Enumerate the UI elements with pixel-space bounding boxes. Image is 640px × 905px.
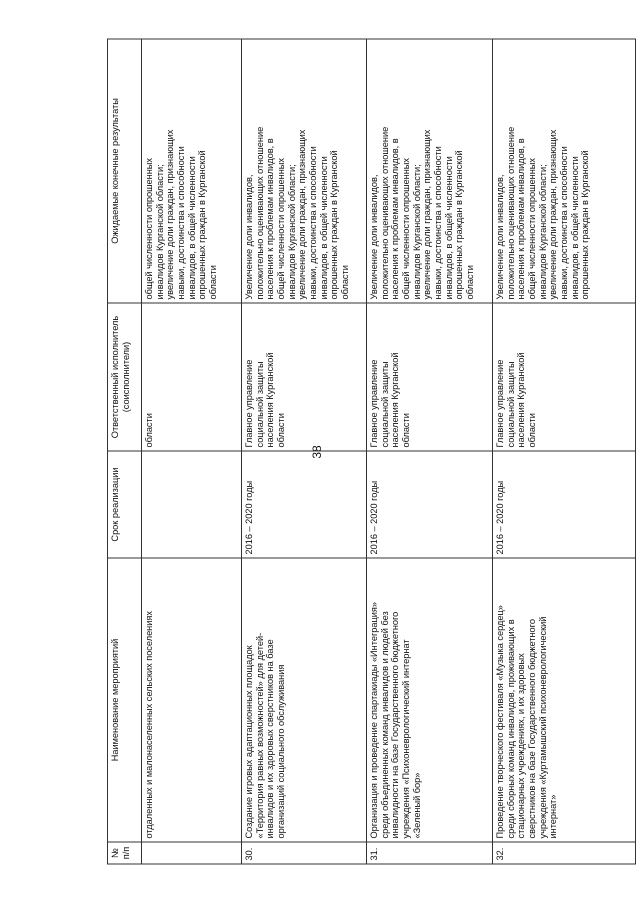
- cell-event: [142, 558, 242, 842]
- table-row: [367, 39, 493, 864]
- events-table: [107, 39, 636, 865]
- table-header-row: [108, 39, 142, 864]
- event-line: «Территория равных возможностей» для детей-: [254, 632, 265, 839]
- results-line: навыки, достоинства и способности: [433, 146, 444, 300]
- event-line: сверстников на базе Государственного бюджетного: [527, 619, 538, 839]
- table-row: [493, 39, 636, 864]
- results-line: положительно оценивающих отношение: [254, 126, 265, 300]
- cell-executor: [367, 303, 493, 451]
- results-line: инвалидов Курганской области;: [154, 164, 165, 300]
- event-line: Организация и проведение спартакиады «Интеграция»: [369, 602, 379, 839]
- results-line: опрошенных граждан в Курганской: [454, 150, 465, 300]
- header-num: № п/п: [108, 842, 142, 864]
- results-line: населения к проблемам инвалидов, в: [516, 138, 527, 300]
- results-line: Увеличение доли инвалидов,: [369, 174, 379, 300]
- cell-results: [493, 39, 636, 303]
- page-number: 38: [310, 445, 324, 459]
- row-number: [142, 842, 242, 864]
- cell-period: 2016 – 2020 годы: [367, 451, 493, 558]
- executor-line: области: [144, 413, 154, 448]
- results-line: населения к проблемам инвалидов, в: [265, 138, 276, 300]
- results-line: увеличение доли граждан, признающих: [422, 129, 433, 300]
- executor-line: населения Курганской: [390, 352, 401, 448]
- event-line: стационарных учреждениях, и их здоровых: [516, 653, 527, 839]
- results-line: инвалидов Курганской области;: [537, 164, 548, 300]
- executor-line: социальной защиты: [379, 361, 390, 448]
- results-line: населения к проблемам инвалидов, в: [390, 138, 401, 300]
- cell-period: [142, 451, 242, 558]
- header-results: Ожидаемые конечные результаты: [108, 39, 142, 303]
- results-line: увеличение доли граждан, признающих: [297, 129, 308, 300]
- cell-executor: [242, 303, 367, 451]
- header-event: Наименование мероприятий: [108, 558, 142, 842]
- results-line: области: [340, 265, 351, 300]
- header-executor: [108, 303, 142, 451]
- table-row: [242, 39, 367, 864]
- executor-line: области: [401, 413, 412, 448]
- executor-line: Главное управление: [495, 359, 505, 448]
- event-line: учреждения «Куртамышский психоневрологический: [537, 616, 548, 839]
- results-line: инвалидов, в общей численности: [186, 156, 197, 300]
- results-line: общей численности опрошенных: [527, 158, 538, 300]
- results-line: опрошенных граждан в Курганской: [197, 150, 208, 300]
- results-line: инвалидов, в общей численности: [318, 156, 329, 300]
- cell-results: [142, 39, 242, 303]
- results-line: области: [208, 265, 219, 300]
- results-line: положительно оценивающих отношение: [505, 126, 516, 300]
- results-line: общей численности опрошенных: [144, 158, 154, 300]
- executor-line: социальной защиты: [505, 361, 516, 448]
- results-line: увеличение доли граждан, признающих: [548, 129, 559, 300]
- executor-line: населения Курганской: [516, 352, 527, 448]
- executor-line: населения Курганской: [265, 352, 276, 448]
- event-line: организаций социального обслуживания: [276, 664, 287, 839]
- executor-line: Главное управление: [369, 359, 379, 448]
- results-line: общей численности опрошенных: [401, 158, 412, 300]
- event-line: среди объединенных команд инвалидов и людей без: [379, 611, 390, 839]
- row-number: 31.: [367, 842, 493, 864]
- results-line: Увеличение доли инвалидов,: [495, 174, 505, 300]
- executor-line: Главное управление: [244, 359, 254, 448]
- results-line: навыки, достоинства и способности: [308, 146, 319, 300]
- cell-period: 2016 – 2020 годы: [493, 451, 636, 558]
- cell-event: [367, 558, 493, 842]
- results-line: инвалидов Курганской области;: [411, 164, 422, 300]
- results-line: опрошенных граждан в Курганской: [329, 150, 340, 300]
- executor-line: области: [527, 413, 538, 448]
- event-line: учреждения «Психоневрологический интернат: [401, 639, 412, 839]
- event-line: инвалидов и их здоровых сверстников на базе: [265, 639, 276, 839]
- header-executor-line: (соисполнители): [120, 341, 131, 413]
- cell-event: [242, 558, 367, 842]
- results-line: области: [465, 265, 476, 300]
- cell-results: [367, 39, 493, 303]
- results-line: положительно оценивающих отношение: [379, 126, 390, 300]
- event-line: интернат»: [548, 794, 559, 839]
- header-period: Срок реализации: [108, 451, 142, 558]
- executor-line: социальной защиты: [254, 361, 265, 448]
- cell-executor: [142, 303, 242, 451]
- row-number: 32.: [493, 842, 636, 864]
- event-line: Создание игровых адаптационных площадок: [244, 645, 254, 839]
- header-executor-line: Ответственный исполнитель: [110, 315, 120, 439]
- event-line: среди сборных команд инвалидов, проживающих в: [505, 619, 516, 839]
- results-line: инвалидов, в общей численности: [443, 156, 454, 300]
- results-line: Увеличение доли инвалидов,: [244, 174, 254, 300]
- row-number: 30.: [242, 842, 367, 864]
- cell-results: [242, 39, 367, 303]
- cell-event: [493, 558, 636, 842]
- rotated-page-content: [107, 40, 635, 865]
- cell-period: 2016 – 2020 годы: [242, 451, 367, 558]
- event-line: инвалидности на базе Государственного бюджетного: [390, 611, 401, 839]
- results-line: навыки, достоинства и способности: [176, 146, 187, 300]
- results-line: инвалидов Курганской области;: [286, 164, 297, 300]
- event-line: «Зеленый бор»: [411, 772, 422, 839]
- results-line: инвалидов, в общей численности: [569, 156, 580, 300]
- executor-line: области: [276, 413, 287, 448]
- results-line: общей численности опрошенных: [276, 158, 287, 300]
- results-line: навыки, достоинства и способности: [559, 146, 570, 300]
- results-line: опрошенных граждан в Курганской: [580, 150, 591, 300]
- event-line: Проведение творческого фестиваля «Музыка сердец»: [495, 605, 505, 839]
- table-row: [142, 39, 242, 864]
- event-line: отдаленных и малонаселенных сельских поселениях: [144, 611, 154, 839]
- results-line: увеличение доли граждан, признающих: [165, 129, 176, 300]
- cell-executor: [493, 303, 636, 451]
